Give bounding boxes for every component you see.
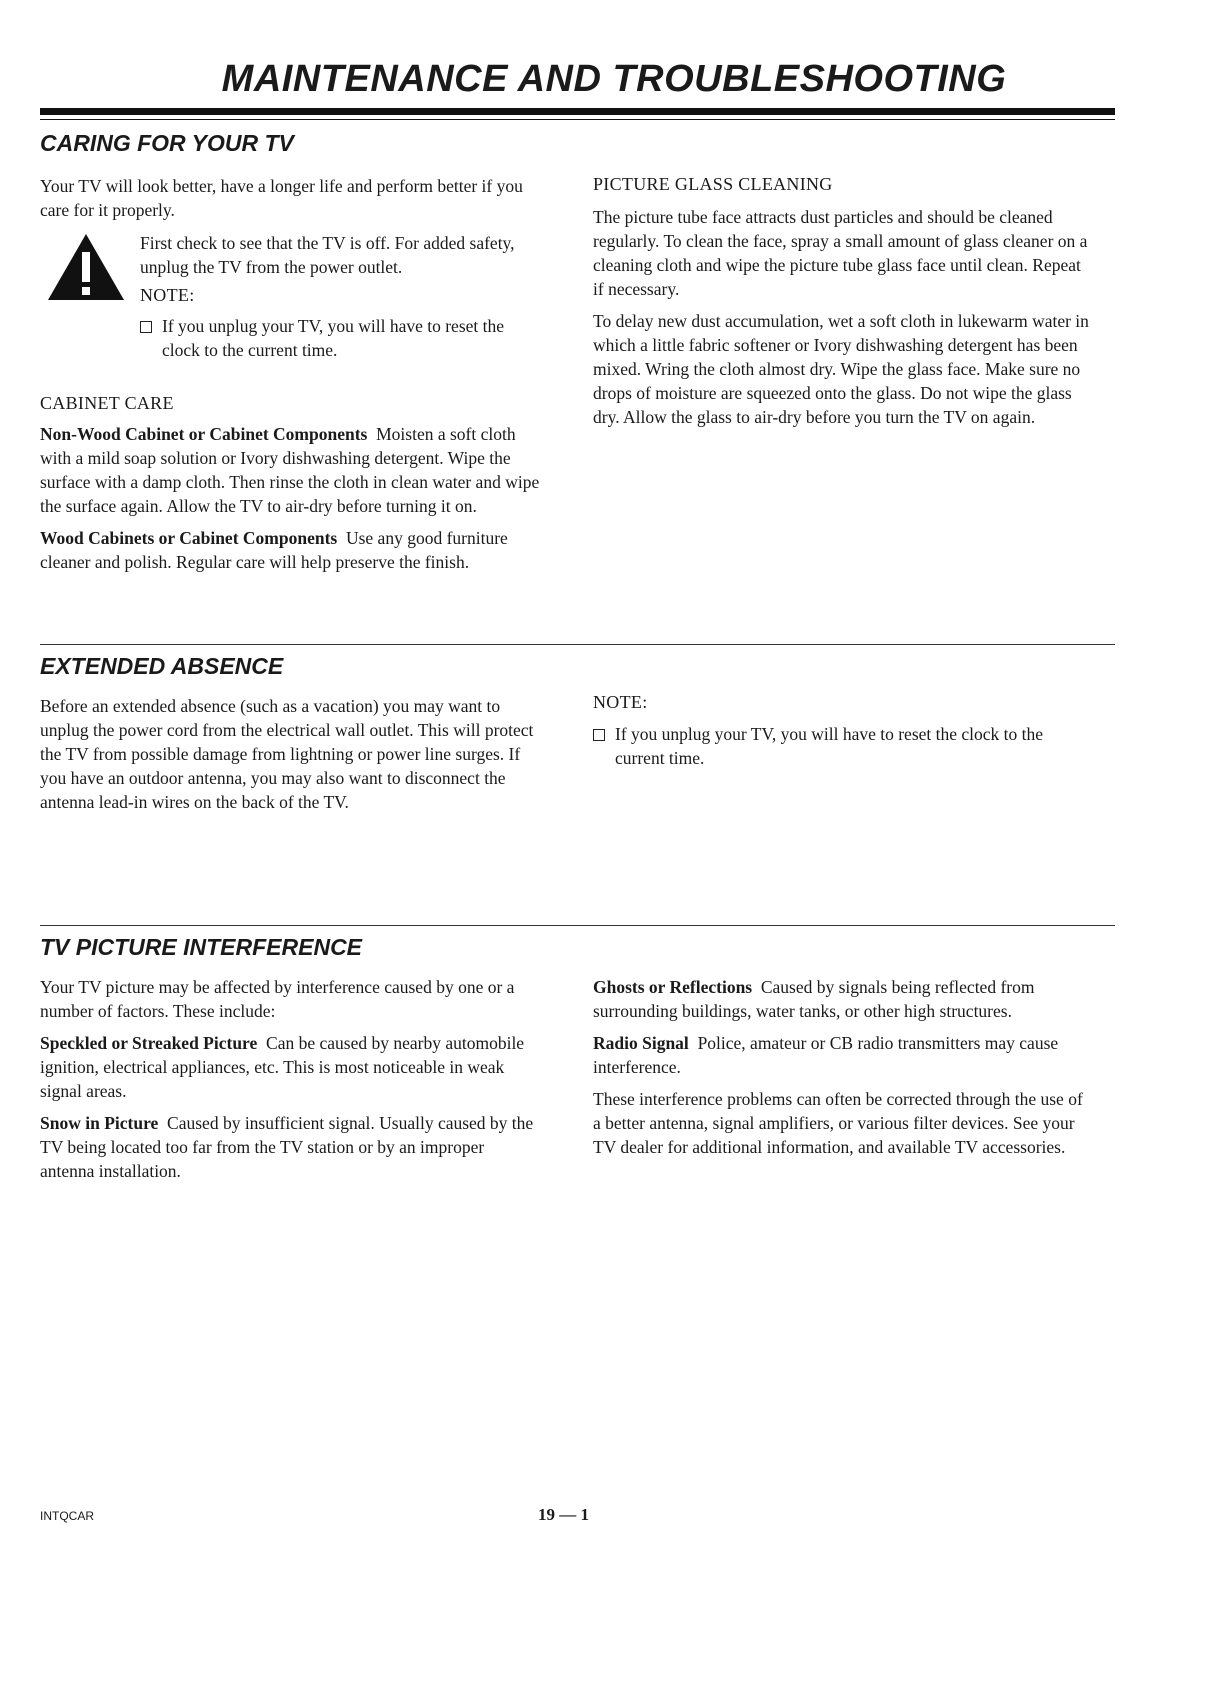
absence-note-label: NOTE:	[593, 692, 648, 712]
absence-heading: EXTENDED ABSENCE	[40, 653, 284, 679]
ghosts-text: Caused by signals being reflected from surrounding buildings, water tanks, or other high structures.	[593, 977, 1035, 1021]
ghosts-label: Ghosts or Reflections	[593, 977, 753, 997]
ghosts-paragraph	[593, 975, 1093, 1023]
title-rule-thick	[40, 108, 1115, 115]
wood-label: Wood Cabinets or Cabinet Components	[40, 528, 338, 548]
interference-intro: Your TV picture may be affected by interference caused by one or a number of factors. These include:	[40, 977, 515, 1021]
speckled-label: Speckled or Streaked Picture	[40, 1033, 258, 1053]
glass-paragraph-1: The picture tube face attracts dust particles and should be cleaned regularly. To clean the face, spray a small amount of glass cleaner on a cleaning cloth and wipe the picture tube glass face until clean. Repeat if necessary.	[593, 207, 1088, 299]
wood-text: Use any good furniture cleaner and polish. Regular care will help preserve the finish.	[40, 528, 508, 572]
interference-right-column	[593, 975, 1093, 1167]
nonwood-paragraph	[40, 422, 540, 518]
speckled-paragraph	[40, 1031, 540, 1103]
footer-code: INTQCAR	[40, 1509, 94, 1523]
snow-paragraph	[40, 1111, 540, 1183]
radio-paragraph	[593, 1031, 1093, 1079]
snow-label: Snow in Picture	[40, 1113, 159, 1133]
warning-icon	[46, 232, 126, 302]
page-number: 19 — 1	[538, 1505, 589, 1524]
wood-paragraph	[40, 526, 540, 574]
section-divider	[40, 644, 1115, 645]
speckled-text: Can be caused by nearby automobile ignition, electrical appliances, etc. This is most noticeable in weak signal areas.	[40, 1033, 525, 1101]
checkbox-bullet-icon	[140, 321, 152, 333]
caring-heading: CARING FOR YOUR TV	[40, 130, 294, 156]
absence-text: Before an extended absence (such as a vacation) you may want to unplug the power cord from the electrical wall outlet. This will protect the TV from possible damage from lightning or power line surges. If you have an outdoor antenna, you may also want to disconnect the antenna lead-in wires on the back of the TV.	[40, 696, 534, 812]
section-divider	[40, 925, 1115, 926]
caring-note-text: If you unplug your TV, you will have to reset the clock to the current time.	[162, 316, 505, 360]
interference-closing: These interference problems can often be corrected through the use of a better antenna, signal amplifiers, or various filter devices. See your TV dealer for additional information, and available TV accessories.	[593, 1089, 1083, 1157]
warning-text: First check to see that the TV is off. For added safety, unplug the TV from the power outlet.	[140, 233, 515, 277]
checkbox-bullet-icon	[593, 729, 605, 741]
interference-left-column	[40, 975, 540, 1191]
radio-text: Police, amateur or CB radio transmitters may cause interference.	[593, 1033, 1059, 1077]
caring-left-column	[40, 174, 540, 230]
glass-paragraph-2: To delay new dust accumulation, wet a soft cloth in lukewarm water in which a little fabric softener or Ivory dishwashing detergent has been mixed. Wring the cloth almost dry. Wipe the glass face. Make sure no drops of moisture are squeezed onto the glass. Do not wipe the glass dry. Allow the glass to air-dry before you turn the TV on again.	[593, 311, 1089, 427]
nonwood-text: Moisten a soft cloth with a mild soap solution or Ivory dishwashing detergent. Wipe the surface with a damp cloth. Then rinse the cloth in clean water and wipe the surface again. Allow the TV to air-dry before turning it on.	[40, 424, 540, 516]
title-rule-thin	[40, 119, 1115, 120]
page-title: MAINTENANCE AND TROUBLESHOOTING	[221, 58, 1007, 100]
glass-body	[593, 205, 1093, 437]
absence-note-bullet	[593, 722, 1093, 770]
caring-note-label: NOTE:	[140, 285, 195, 305]
cabinet-care-heading: CABINET CARE	[40, 393, 174, 413]
cabinet-care-body	[40, 422, 540, 582]
glass-heading: PICTURE GLASS CLEANING	[593, 174, 833, 194]
absence-note-text: If you unplug your TV, you will have to reset the clock to the current time.	[615, 724, 1044, 768]
nonwood-label: Non-Wood Cabinet or Cabinet Components	[40, 424, 368, 444]
caring-intro: Your TV will look better, have a longer life and perform better if you care for it properly.	[40, 176, 523, 220]
radio-label: Radio Signal	[593, 1033, 689, 1053]
caring-note-bullet	[140, 314, 535, 362]
interference-heading: TV PICTURE INTERFERENCE	[40, 934, 363, 960]
snow-text: Caused by insufficient signal. Usually caused by the TV being located too far from the TV station or by an improper antenna installation.	[40, 1113, 534, 1181]
